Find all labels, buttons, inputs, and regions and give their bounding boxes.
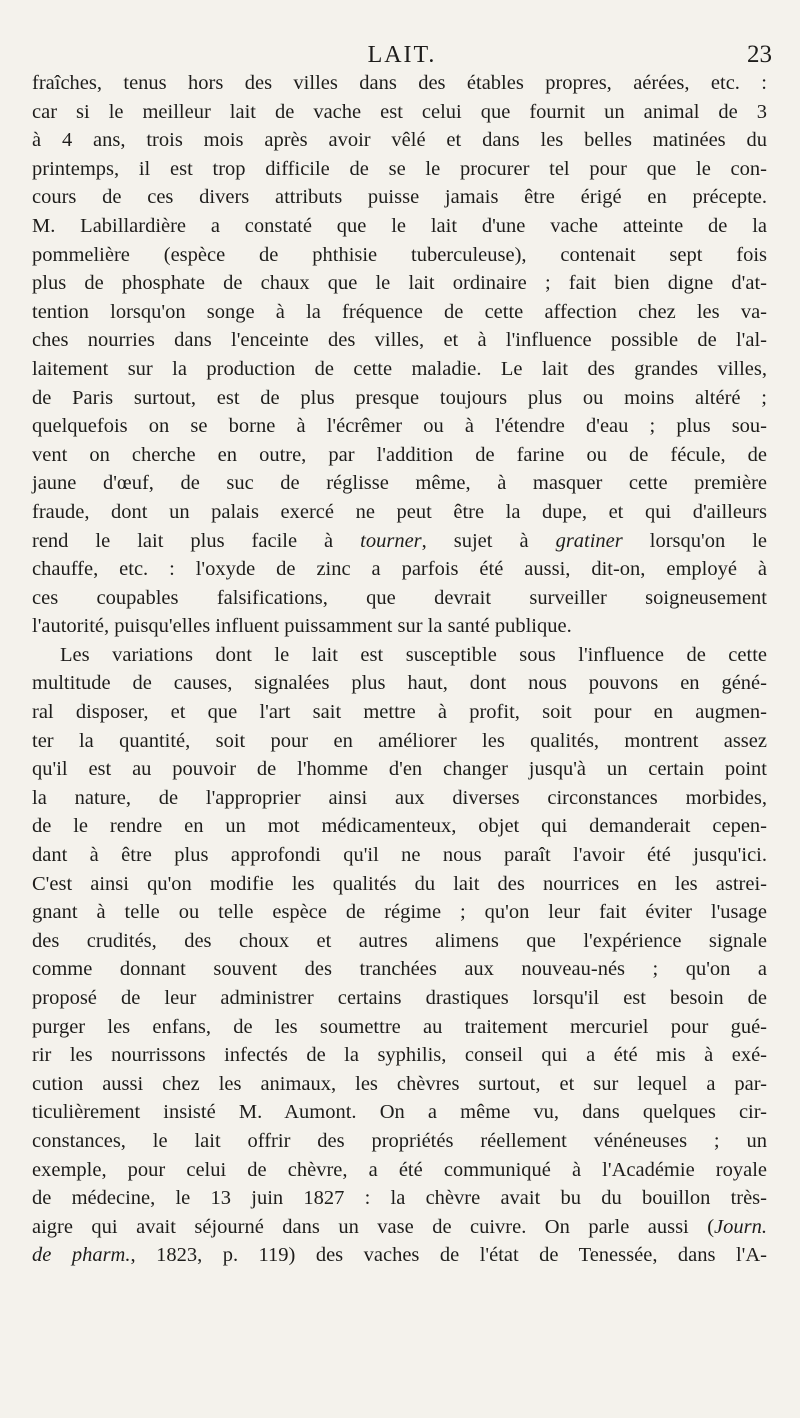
page-number: 23: [747, 41, 772, 68]
text-line: comme donnant souvent des tranchées aux nouveau-nés ; qu'on a: [32, 958, 767, 981]
text-line: ral disposer, et que l'art sait mettre à profit, soit pour en augmen-: [32, 701, 767, 724]
text-line: ter la quantité, soit pour en améliorer les qualités, montrent assez: [32, 729, 767, 752]
text-line: vent on cherche en outre, par l'addition de farine ou de fécule, de: [32, 443, 767, 466]
text-line: la nature, de l'approprier ainsi aux diverses circonstances morbides,: [32, 786, 767, 809]
text-line: laitement sur la production de cette maladie. Le lait des grandes villes,: [32, 357, 767, 380]
text-line: car si le meilleur lait de vache est celui que fournit un animal de 3: [32, 100, 767, 123]
text-line: de médecine, le 13 juin 1827 : la chèvre avait bu du bouillon très-: [32, 1187, 767, 1210]
text-line: qu'il est au pouvoir de l'homme d'en changer jusqu'à un certain point: [32, 758, 767, 781]
text-line: de le rendre en un mot médicamenteux, objet qui demanderait cepen-: [32, 815, 767, 838]
text-line: multitude de causes, signalées plus haut, dont nous pouvons en géné-: [32, 672, 767, 695]
text-line: de pharm., 1823, p. 119) des vaches de l'état de Tenessée, dans l'A-: [32, 1244, 767, 1267]
text-line: dant à être plus approfondi qu'il ne nous paraît l'avoir été jusqu'ici.: [32, 844, 767, 867]
text-line: rir les nourrissons infectés de la syphilis, conseil qui a été mis à exé-: [32, 1044, 767, 1067]
text-line: plus de phosphate de chaux que le lait ordinaire ; fait bien digne d'at-: [32, 272, 767, 295]
text-line: quelquefois on se borne à l'écrêmer ou à l'étendre d'eau ; plus sou-: [32, 415, 767, 438]
text-line: purger les enfans, de les soumettre au traitement mercuriel pour gué-: [32, 1015, 767, 1038]
text-line: pommelière (espèce de phthisie tuberculeuse), contenait sept fois: [32, 243, 767, 266]
text-line: ticulièrement insisté M. Aumont. On a même vu, dans quelques cir-: [32, 1101, 767, 1124]
text-line: C'est ainsi qu'on modifie les qualités du lait des nourrices en les astrei-: [32, 872, 767, 895]
text-line: exemple, pour celui de chèvre, a été communiqué à l'Académie royale: [32, 1158, 767, 1181]
page-header: [32, 40, 772, 70]
running-head: LAIT.: [367, 42, 437, 68]
text-line: à 4 ans, trois mois après avoir vêlé et dans les belles matinées du: [32, 129, 767, 152]
text-line: M. Labillardière a constaté que le lait d'une vache atteinte de la: [32, 214, 767, 237]
text-line: jaune d'œuf, de suc de réglisse même, à masquer cette première: [32, 472, 767, 495]
text-line: gnant à telle ou telle espèce de régime ; qu'on leur fait éviter l'usage: [32, 901, 767, 924]
text-line: l'autorité, puisqu'elles influent puissamment sur la santé publique.: [32, 615, 572, 638]
text-line: constances, le lait offrir des propriétés réellement vénéneuses ; un: [32, 1129, 767, 1152]
text-line: chauffe, etc. : l'oxyde de zinc a parfois été aussi, dit-on, employé à: [32, 558, 767, 581]
text-line: des crudités, des choux et autres alimens que l'expérience signale: [32, 929, 767, 952]
text-line: printemps, il est trop difficile de se le procurer tel pour que le con-: [32, 157, 767, 180]
text-line: de Paris surtout, est de plus presque toujours plus ou moins altéré ;: [32, 386, 767, 409]
text-line: fraude, dont un palais exercé ne peut être la dupe, et qui d'ailleurs: [32, 500, 767, 523]
text-line: Les variations dont le lait est susceptible sous l'influence de cette: [60, 643, 767, 666]
text-line: aigre qui avait séjourné dans un vase de cuivre. On parle aussi (Journ.: [32, 1215, 767, 1238]
body-text: [32, 69, 767, 1270]
text-line: proposé de leur administrer certains drastiques lorsqu'il est besoin de: [32, 987, 767, 1009]
text-line: rend le lait plus facile à tourner, sujet à gratiner lorsqu'on le: [32, 529, 767, 552]
text-line: cution aussi chez les animaux, les chèvres surtout, et sur lequel a par-: [32, 1072, 767, 1095]
text-line: cours de ces divers attributs puisse jamais être érigé en précepte.: [32, 186, 767, 209]
text-line: fraîches, tenus hors des villes dans des étables propres, aérées, etc. :: [32, 72, 767, 94]
text-line: ches nourries dans l'enceinte des villes, et à l'influence possible de l'al-: [32, 329, 767, 352]
text-line: ces coupables falsifications, que devrait surveiller soigneusement: [32, 586, 767, 609]
text-line: tention lorsqu'on songe à la fréquence de cette affection chez les va-: [32, 300, 767, 323]
